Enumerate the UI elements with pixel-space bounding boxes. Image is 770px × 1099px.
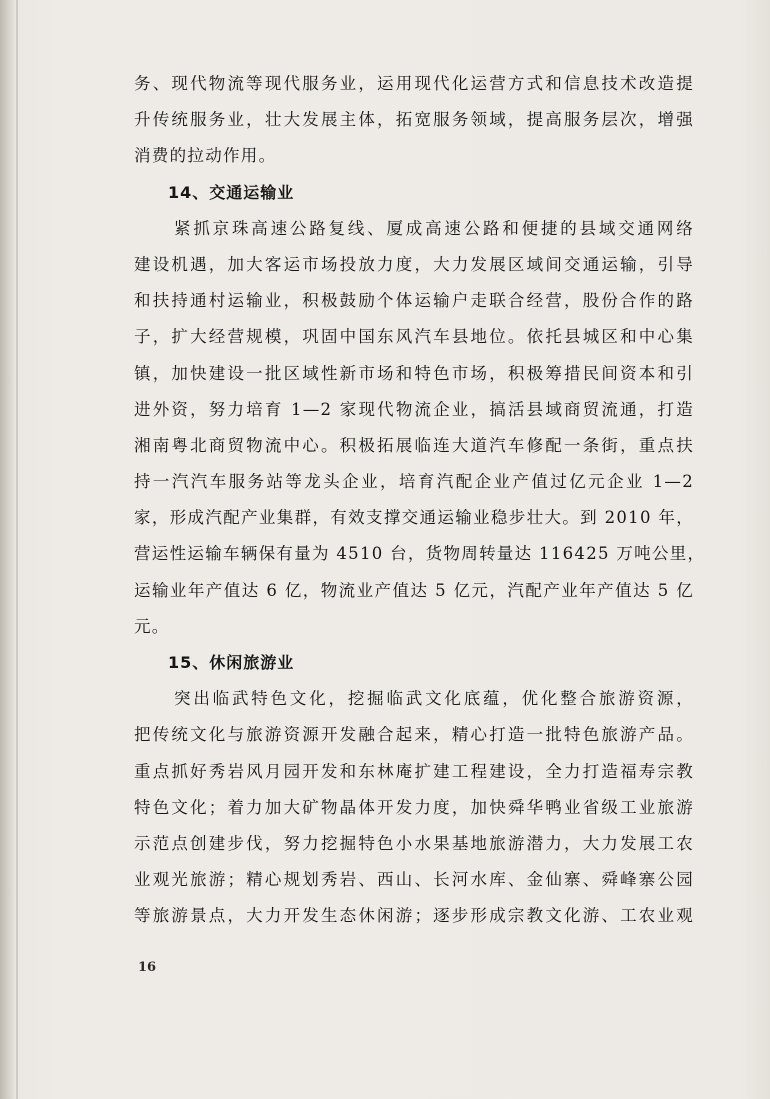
text-line: 湘南粤北商贸物流中心。积极拓展临连大道汽车修配一条街，重点扶 <box>134 435 694 455</box>
text-line: 特色文化；着力加大矿物晶体开发力度，加快舜华鸭业省级工业旅游 <box>134 797 694 817</box>
text-line: 持一汽汽车服务站等龙头企业，培育汽配企业产值过亿元企业 1—2 <box>134 472 694 492</box>
text-line: 把传统文化与旅游资源开发融合起来，精心打造一批特色旅游产品。 <box>134 725 694 745</box>
text-line: 和扶持通村运输业，积极鼓励个体运输户走联合经营，股份合作的路 <box>134 291 694 311</box>
text-line: 升传统服务业，壮大发展主体，拓宽服务领域，提高服务层次，增强 <box>134 110 694 130</box>
text-line: 务、现代物流等现代服务业，运用现代化运营方式和信息技术改造提 <box>134 74 694 93</box>
text-line: 运输业年产值达 6 亿，物流业产值达 5 亿元，汽配产业年产值达 5 亿 <box>134 580 694 600</box>
text-line: 紧抓京珠高速公路复线、厦成高速公路和便捷的县域交通网络 <box>174 218 694 238</box>
text-line: 等旅游景点，大力开发生态休闲游；逐步形成宗教文化游、工农业观 <box>134 906 694 926</box>
text-line: 重点抓好秀岩风月园开发和东林庵扩建工程建设，全力打造福寿宗教 <box>134 761 694 781</box>
text-line: 消费的拉动作用。 <box>134 146 277 166</box>
page-number: 16 <box>138 960 157 975</box>
text-line: 突出临武特色文化，挖掘临武文化底蕴，优化整合旅游资源， <box>174 689 694 709</box>
paragraph-intro <box>134 66 694 175</box>
section-heading: 14、交通运输业 <box>168 182 295 202</box>
text-line: 进外资，努力培育 1—2 家现代物流企业，搞活县域商贸流通，打造 <box>134 399 694 419</box>
text-line: 业观光旅游；精心规划秀岩、西山、长河水库、金仙寨、舜峰寨公园 <box>134 870 694 890</box>
section-15 <box>134 645 694 935</box>
document-body <box>134 66 706 935</box>
fold-line <box>16 0 18 1099</box>
text-line: 镇，加快建设一批区域性新市场和特色市场，积极筹措民间资本和引 <box>134 363 694 383</box>
section-heading: 15、休闲旅游业 <box>168 653 295 672</box>
text-line: 元。 <box>134 616 170 636</box>
text-line: 示范点创建步伐，努力挖掘特色小水果基地旅游潜力，大力发展工农 <box>134 833 694 853</box>
text-line: 营运性运输车辆保有量为 4510 台，货物周转量达 116425 万吨公里， <box>134 544 706 564</box>
text-line: 建设机遇，加大客运市场投放力度，大力发展区域间交通运输，引导 <box>134 254 694 274</box>
text-line: 子，扩大经营规模，巩固中国东风汽车县地位。依托县城区和中心集 <box>134 327 694 347</box>
text-line: 家，形成汽配产业集群，有效支撑交通运输业稳步壮大。到 2010 年， <box>134 508 694 528</box>
binding-edge <box>0 0 14 1099</box>
section-14 <box>134 175 706 645</box>
